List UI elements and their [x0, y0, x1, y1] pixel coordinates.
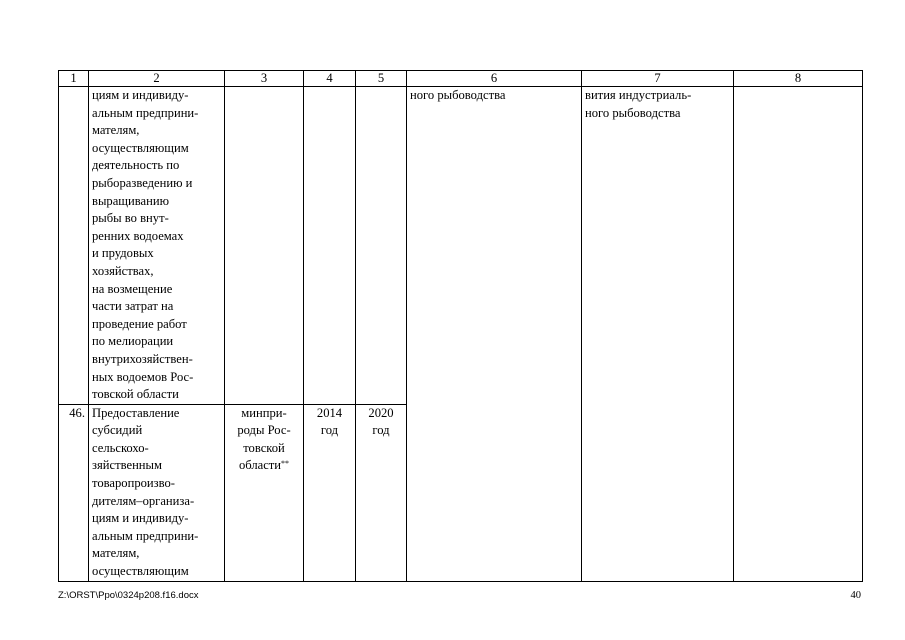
program-table: [58, 70, 863, 582]
column-number: 2: [89, 71, 225, 87]
continued-row: [59, 87, 863, 405]
text-line: товской области: [92, 387, 179, 402]
text-line: субсидий: [92, 423, 143, 438]
text-line: дителям–организа-: [92, 493, 195, 508]
text-line: ного рыбоводства: [410, 88, 506, 102]
text-line: 2020: [368, 405, 394, 420]
column-number: 1: [59, 71, 89, 87]
text-line: роды Рос-: [237, 423, 291, 438]
text-line: минпри-: [241, 405, 287, 420]
column-number: 8: [734, 71, 863, 87]
text-line: вития индустриаль-: [585, 88, 692, 102]
column-number: 6: [407, 71, 582, 87]
text-line: сельскохо-: [92, 440, 149, 455]
text-line: по мелиорации: [92, 334, 174, 349]
row-number-cell: 46.: [59, 404, 89, 581]
text-line: год: [372, 423, 390, 438]
column-number: 5: [356, 71, 407, 87]
text-line: внутрихозяйствен-: [92, 351, 193, 366]
text-line: ных водоемов Рос-: [92, 369, 194, 384]
text-line: альным предприни-: [92, 105, 199, 120]
text-fragment: области: [238, 458, 282, 473]
text-line: проведение работ: [92, 316, 187, 331]
text-line: ного рыбоводства: [585, 105, 681, 120]
column-number: 4: [304, 71, 356, 87]
footnote-marker: **: [281, 459, 290, 469]
text-line: мателям,: [92, 123, 140, 138]
text-line: 2014: [316, 405, 343, 420]
consequence-cell: [582, 87, 734, 582]
text-line: рыбы во внут-: [92, 211, 169, 226]
text-line: осуществляющим: [92, 564, 189, 579]
text-line: Предоставление: [92, 405, 180, 420]
text-line: выращиванию: [92, 193, 169, 208]
page-number: 40: [850, 590, 861, 601]
start-year-cell: [304, 87, 356, 405]
start-year-cell: [304, 404, 356, 581]
text-line: товаропроизво-: [92, 476, 175, 491]
text-line: мателям,: [92, 546, 140, 561]
text-line: [227, 457, 301, 475]
text-line: части затрат на: [92, 299, 174, 314]
result-cell: [407, 87, 582, 582]
column-number: 7: [582, 71, 734, 87]
text-line: осуществляющим: [92, 140, 189, 155]
column-number-row: [59, 71, 863, 87]
text-line: товской: [243, 440, 285, 455]
measure-name-cell: [89, 87, 225, 405]
text-line: зяйственным: [92, 458, 162, 473]
text-line: деятельность по: [92, 158, 180, 173]
file-path: Z:\ORST\Ppo\0324p208.f16.docx: [58, 590, 199, 601]
text-line: циям и индивиду-: [92, 88, 189, 102]
text-line: альным предприни-: [92, 528, 199, 543]
indicator-link-cell: [734, 87, 863, 582]
text-line: на возмещение: [92, 281, 173, 296]
responsible-cell: [225, 404, 304, 581]
measure-name-cell: [89, 404, 225, 581]
text-line: ренних водоемах: [92, 228, 184, 243]
column-number: 3: [225, 71, 304, 87]
text-line: рыборазведению и: [92, 175, 193, 190]
row-number-cell: [59, 87, 89, 405]
text-line: хозяйствах,: [92, 263, 154, 278]
responsible-cell: [225, 87, 304, 405]
end-year-cell: [356, 404, 407, 581]
text-line: циям и индивиду-: [92, 511, 189, 526]
text-line: и прудовых: [92, 246, 154, 261]
end-year-cell: [356, 87, 407, 405]
text-line: год: [320, 423, 339, 438]
